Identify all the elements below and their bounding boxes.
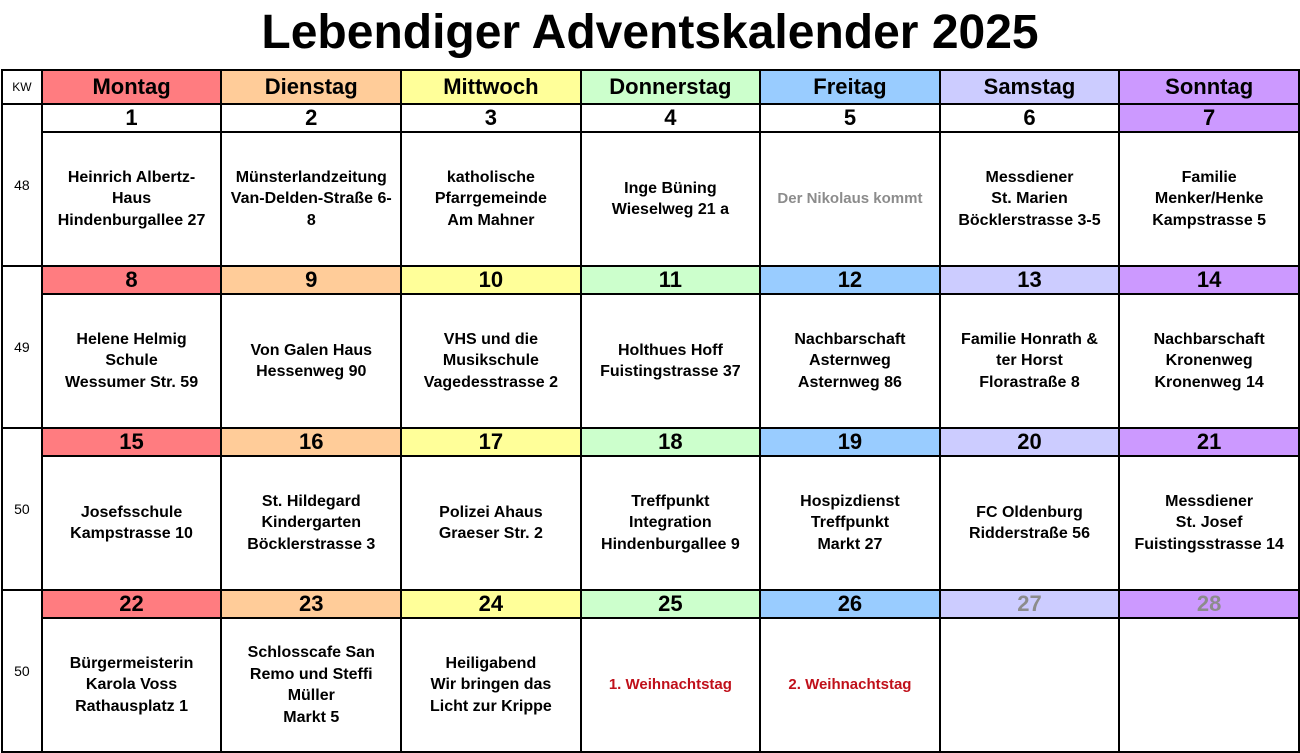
day-event-cell [760,618,940,752]
calendar-week-number: 50 [2,428,42,590]
day-event-cell [940,456,1120,590]
day-event-cell [221,456,401,590]
day-number: 24 [401,590,580,618]
day-number: 14 [1119,266,1299,294]
event-text-line: St. Josef [1175,514,1243,532]
event-text-line: Wieselweg 21 a [611,201,729,218]
event-text-line: Markt 27 [817,535,883,553]
event-text-line: Messdiener [985,168,1074,186]
day-number: 20 [940,428,1120,456]
day-event-cell [1119,294,1299,428]
event-text-line: VHS und die [443,330,538,348]
day-number: 11 [581,266,761,294]
day-event-cell [581,456,761,590]
day-number: 26 [760,590,940,618]
event-text-line: Hessenweg 90 [256,363,367,380]
event-text-line: Treffpunkt [631,492,710,510]
day-event-cell [42,132,222,266]
event-text-line: Graeser Str. 2 [438,525,543,542]
week-number-row [2,104,1299,132]
event-text-line: Ridderstraße 56 [969,525,1090,542]
day-number: 18 [581,428,761,456]
weekday-header-sunday: Sonntag [1119,70,1299,104]
event-text-line: Hospizdienst [800,492,900,510]
day-event-cell [401,456,580,590]
day-number: 9 [221,266,401,294]
event-text-line: katholische [446,168,535,186]
event-text-line: Familie Honrath & [961,330,1098,348]
day-event-cell [581,132,761,266]
event-text-line: Wessumer Str. 59 [64,373,199,391]
day-event-cell [581,618,761,752]
event-text-line: Treffpunkt [810,514,890,532]
event-text-line: Van-Delden-Straße 6- [230,190,392,208]
event-text-line: Fuistingsstrasse 14 [1134,535,1284,553]
week-entry-row [2,132,1299,266]
event-text-line: Remo und Steffi [249,665,373,683]
day-number: 13 [940,266,1120,294]
event-text-line: Vagedesstrasse 2 [423,373,559,391]
week-number-row [2,428,1299,456]
event-text-line: Inge Büning [624,179,717,197]
day-event-cell [940,132,1120,266]
day-event-cell [221,618,401,752]
day-number: 10 [401,266,580,294]
day-number: 6 [940,104,1120,132]
event-text-line: Der Nikolaus kommt [777,190,923,208]
event-text-line: Nachbarschaft [1153,330,1265,348]
event-text-line: Markt 5 [283,708,340,726]
day-number: 12 [760,266,940,294]
event-text-line: Kampstrasse 10 [70,525,193,542]
event-text-line: Böcklerstrasse 3-5 [958,211,1101,229]
event-text-line: Kampstrasse 5 [1152,211,1267,229]
week-number-row [2,590,1299,618]
day-number: 23 [221,590,401,618]
weekday-header-monday: Montag [42,70,222,104]
day-event-cell [221,294,401,428]
day-number: 19 [760,428,940,456]
day-event-cell [401,132,580,266]
day-number: 17 [401,428,580,456]
event-text-line: Familie [1181,168,1237,186]
event-text-line: Schule [105,352,158,370]
weekday-header-wednesday: Mittwoch [401,70,580,104]
event-text-line: Musikschule [442,352,539,370]
event-text-line: Licht zur Krippe [430,697,552,715]
event-text-line: Kindergarten [261,514,362,532]
week-entry-row [2,294,1299,428]
event-text-line: Asternweg 86 [797,373,902,391]
event-text-line: Am Mahner [447,211,535,229]
event-text-line: Kronenweg 14 [1154,373,1264,391]
event-text-line: Haus [111,190,152,208]
weekday-header-friday: Freitag [760,70,940,104]
event-text-line: Nachbarschaft [794,330,906,348]
event-text-line: St. Marien [991,190,1068,208]
day-number: 15 [42,428,222,456]
event-text-line: Polizei Ahaus [439,503,543,521]
calendar-week-number: 50 [2,590,42,752]
event-text-line: Wir bringen das [430,676,552,694]
event-text-line: Von Galen Haus [250,341,373,359]
event-text-line: ter Horst [996,352,1063,370]
event-text-line: Hindenburgallee 27 [57,211,206,229]
event-text-line: Kronenweg [1165,352,1253,370]
event-text-line: Holthues Hoff [617,341,723,359]
event-text-line: 1. Weihnachtstag [608,676,732,694]
week-entry-row [2,618,1299,752]
day-event-cell [1119,456,1299,590]
calendar-grid [1,69,1300,753]
event-text-line: Münsterlandzeitung [235,168,387,186]
day-event-cell [760,294,940,428]
event-text-line: Böcklerstrasse 3 [247,535,376,553]
event-text-line: Josefsschule [80,503,183,521]
day-event-cell [760,456,940,590]
day-number: 28 [1119,590,1299,618]
day-event-cell [581,294,761,428]
event-text-line: FC Oldenburg [976,503,1083,521]
event-text-line: Asternweg [809,352,891,370]
day-number: 16 [221,428,401,456]
day-number: 2 [221,104,401,132]
event-text-line: Heiligabend [445,654,537,672]
day-event-cell [940,618,1120,752]
weekday-header-tuesday: Dienstag [221,70,401,104]
event-text-line: 8 [306,211,316,229]
day-event-cell [221,132,401,266]
day-event-cell [401,618,580,752]
event-text-line: Helene Helmig [76,330,187,348]
day-number: 3 [401,104,580,132]
event-text-line: Florastraße 8 [979,373,1080,391]
kw-header: KW [2,70,42,104]
event-text-line: Karola Voss [85,676,178,694]
day-event-cell [1119,618,1299,752]
day-number: 1 [42,104,222,132]
day-event-cell [760,132,940,266]
day-number: 27 [940,590,1120,618]
event-text-line: Menker/Henke [1154,190,1264,208]
day-number: 21 [1119,428,1299,456]
day-event-cell [940,294,1120,428]
week-number-row [2,266,1299,294]
weekday-header-row [2,70,1299,104]
day-event-cell [42,618,222,752]
event-text-line: Pfarrgemeinde [434,190,547,208]
weekday-header-saturday: Samstag [940,70,1120,104]
event-text-line: Heinrich Albertz- [67,168,196,186]
week-entry-row [2,456,1299,590]
day-number: 4 [581,104,761,132]
event-text-line: Integration [629,514,712,532]
weekday-header-thursday: Donnerstag [581,70,761,104]
day-number: 8 [42,266,222,294]
event-text-line: Schlosscafe San [247,644,375,661]
day-number: 22 [42,590,222,618]
event-text-line: 2. Weihnachtstag [788,676,912,694]
event-text-line: Messdiener [1165,492,1254,510]
event-text-line: Hindenburgallee 9 [601,535,740,553]
day-event-cell [1119,132,1299,266]
day-number: 7 [1119,104,1299,132]
event-text-line: St. Hildegard [261,492,361,510]
day-number: 25 [581,590,761,618]
event-text-line: Rathausplatz 1 [75,697,188,715]
day-event-cell [42,456,222,590]
event-text-line: Müller [287,687,335,704]
calendar-week-number: 48 [2,104,42,266]
page-title: Lebendiger Adventskalender 2025 [261,6,1039,59]
day-event-cell [42,294,222,428]
day-event-cell [401,294,580,428]
calendar-week-number: 49 [2,266,42,428]
event-text-line: Fuistingstrasse 37 [600,363,741,380]
day-number: 5 [760,104,940,132]
event-text-line: Bürgermeisterin [69,654,194,672]
